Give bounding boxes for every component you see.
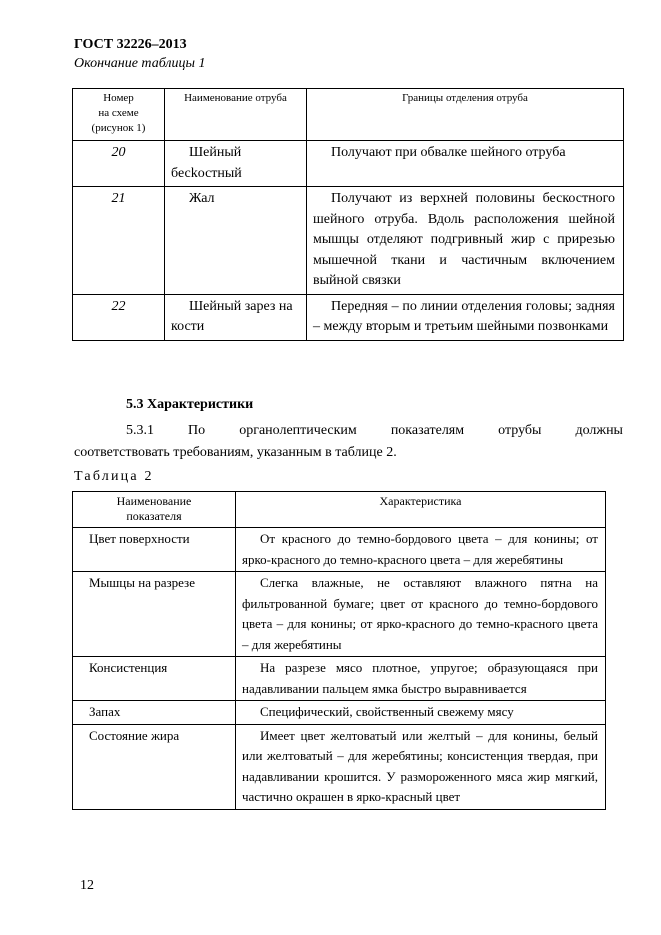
cut-boundaries: Получают из верхней половины бескостного шейного отруба. Вдоль расположения шейной мышцы отделяют подгривный жир с прирезью мышечной ткани и частичным включением выйной связки (307, 187, 624, 295)
col-header-indicator-line: Наименование (116, 494, 192, 508)
cut-name: Шейный бесkостный (165, 141, 307, 187)
paragraph-word: По (188, 423, 206, 438)
col-header-boundaries: Границы отделения отруба (307, 89, 624, 141)
table-row (73, 572, 606, 657)
col-header-characteristic: Характеристика (236, 492, 606, 528)
table-row (73, 701, 606, 725)
cut-number: 20 (73, 141, 165, 187)
table-row (73, 657, 606, 701)
paragraph-5-3-1-line-1 (126, 423, 623, 439)
paragraph-5-3-1-line-2: соответствовать требованиям, указанным в таблице 2. (74, 445, 397, 460)
table-row (73, 724, 606, 809)
col-header-indicator (73, 492, 236, 528)
indicator-name: Состояние жира (73, 724, 236, 809)
table-row (73, 187, 624, 295)
col-header-cut-name: Наименование отруба (165, 89, 307, 141)
table-1 (72, 88, 624, 341)
standard-number: ГОСТ 32226–2013 (74, 37, 187, 52)
cut-number: 22 (73, 294, 165, 340)
cut-name: Жал (165, 187, 307, 295)
indicator-name: Консистенция (73, 657, 236, 701)
section-heading: 5.3 Характеристики (126, 397, 254, 412)
col-header-number-line: на схеме (98, 107, 139, 119)
paragraph-word: органолептическим (239, 423, 357, 438)
col-header-number (73, 89, 165, 141)
table-1-header-row (73, 89, 624, 141)
cut-name: Шейный зарез на кости (165, 294, 307, 340)
paragraph-word: показателям (390, 423, 465, 438)
indicator-name: Мышцы на разрезе (73, 572, 236, 657)
indicator-characteristic: От красного до темно-бордового цвета – для конины; от ярко-красного до темно-красного цвета – для жеребятины (236, 528, 606, 572)
cut-number: 21 (73, 187, 165, 295)
page-number: 12 (80, 878, 94, 893)
paragraph-word: отрубы (498, 423, 542, 438)
table-row (73, 294, 624, 340)
table-continuation-caption: Окончание таблицы 1 (74, 56, 206, 71)
col-header-indicator-line: показателя (126, 509, 182, 523)
table-2 (72, 491, 606, 810)
cut-boundaries: Получают при обвалке шейного отруба (307, 141, 624, 187)
table-2-caption: Таблица 2 (74, 469, 154, 484)
table-2-header-row (73, 492, 606, 528)
indicator-name: Запах (73, 701, 236, 725)
indicator-characteristic: Имеет цвет желтоватый или желтый – для конины, белый или желтоватый – для жеребятины; консистенция твердая, при надавливании крошится. У размороженного мяса жир мягкий, частично окрашен в ярко-красный цвет (236, 724, 606, 809)
indicator-name: Цвет поверхности (73, 528, 236, 572)
paragraph-number: 5.3.1 (126, 423, 154, 438)
cut-boundaries: Передняя – по линии отделения головы; задняя – между вторым и третьим шейными позвонками (307, 294, 624, 340)
indicator-characteristic: Слегка влажные, не оставляют влажного пятна на фильтрованной бумаге; цвет от красного до темно-бордового цвета – для конины; от ярко-красного до темно-красного цвета – для жеребятины (236, 572, 606, 657)
table-row (73, 141, 624, 187)
indicator-characteristic: Специфический, свойственный свежему мясу (236, 701, 606, 725)
paragraph-word: должны (575, 423, 623, 438)
col-header-number-line: (рисунок 1) (91, 122, 146, 134)
table-row (73, 528, 606, 572)
col-header-number-line: Номер (103, 92, 134, 104)
indicator-characteristic: На разрезе мясо плотное, упругое; образующаяся при надавливании пальцем ямка быстро выравнивается (236, 657, 606, 701)
